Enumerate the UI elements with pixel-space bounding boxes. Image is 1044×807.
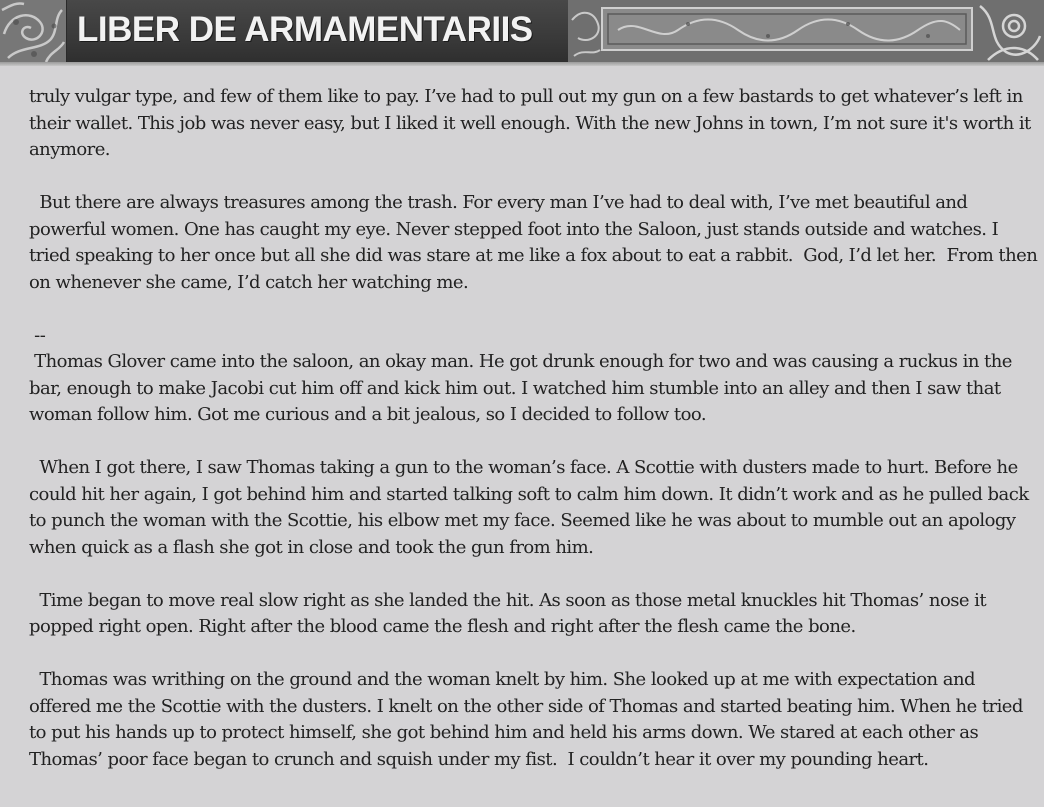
paragraph: Thomas was writhing on the ground and the woman knelt by him. She looked up at me with expectation and offered me the Scottie with the dusters. I knelt on the other side of Thomas and started beating him. When he tried to put his hands up to protect himself, she got behind him and held his arms down. We stared at each other as Thomas’ poor face began to crunch and squish under my fist. I couldn’t hear it over my pounding heart. — [29, 669, 1029, 770]
paragraph: When I got there, I saw Thomas taking a gun to the woman’s face. A Scottie with dusters made to hurt. Before he could hit her again, I got behind him and started talking soft to calm him down. It didn’t work and as he pulled back to punch the woman with the Scottie, his elbow met my face. Seemed like he was about to mumble out an apology when quick as a flash she got in close and took the gun from him. — [29, 457, 1034, 558]
paragraph: Thomas Glover came into the saloon, an okay man. He got drunk enough for two and was causing a ruckus in the bar, enough to make Jacobi cut him off and kick him out. I watched him stumble into an alley and then I saw that woman follow him. Got me curious and a bit jealous, so I decided to follow too. — [29, 351, 1018, 425]
section-separator: -- — [29, 324, 46, 346]
header-banner — [0, 0, 1044, 66]
title-plate — [66, 0, 570, 62]
paragraph: Time began to move real slow right as she landed the hit. As soon as those metal knuckles hit Thomas’ nose it popped right open. Right after the blood came the flesh and right after the flesh came the bone. — [29, 589, 992, 637]
paragraph: But there are always treasures among the trash. For every man I’ve had to deal with, I’ve met beautiful and powerful women. One has caught my eye. Never stepped foot into the Saloon, just stands outside and watches. I tried speaking to her once but all she did was stare at me like a fox about to eat a rabbit. God, I’d let her. From then on whenever she came, I’d catch her watching me. — [29, 192, 1043, 293]
right-ornament-icon — [568, 0, 1044, 66]
document-body — [29, 84, 1043, 800]
left-ornament-icon — [0, 0, 66, 66]
page-title: LIBER DE ARMAMENTARIIS — [77, 10, 533, 49]
paragraph: truly vulgar type, and few of them like to pay. I’ve had to pull out my gun on a few bastards to get whatever’s left in their wallet. This job was never easy, but I liked it well enough. With the new Johns in town, I’m not sure it's worth it anymore. — [29, 86, 1036, 160]
